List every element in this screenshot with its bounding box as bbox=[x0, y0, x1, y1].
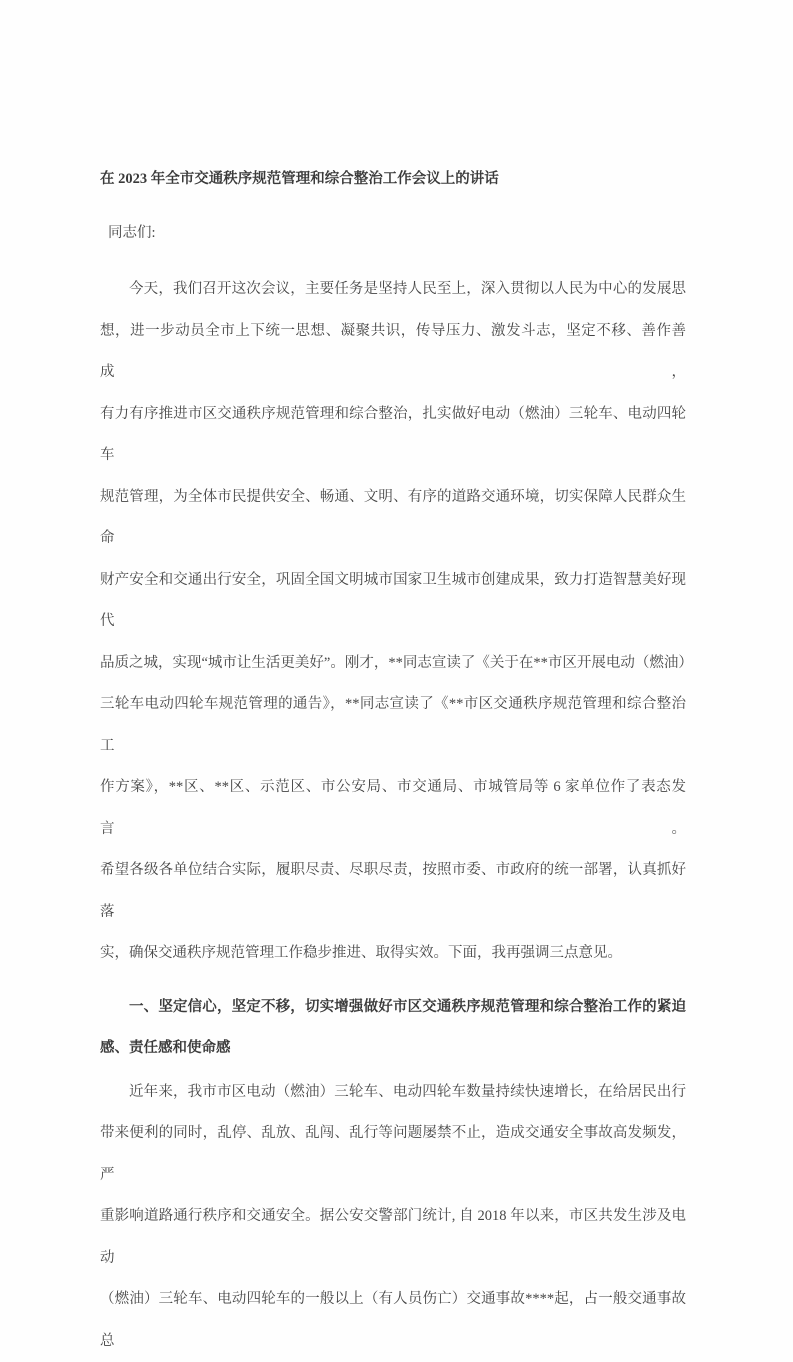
paragraph-line: （燃油）三轮车、电动四轮车的一般以上（有人员伤亡）交通事故****起，占一般交通事故总 bbox=[100, 1279, 686, 1362]
section-heading-1 bbox=[100, 987, 686, 1070]
paragraph-line: 财产安全和交通出行安全，巩固全国文明城市国家卫生城市创建成果，致力打造智慧美好现代 bbox=[100, 560, 686, 643]
paragraph-1 bbox=[100, 269, 686, 975]
paragraph-line: 近年来，我市市区电动（燃油）三轮车、电动四轮车数量持续快速增长，在给居民出行 bbox=[100, 1072, 686, 1114]
paragraph-line: 规范管理，为全体市民提供安全、畅通、文明、有序的道路交通环境，切实保障人民群众生命 bbox=[100, 477, 686, 560]
salutation: 同志们: bbox=[100, 213, 686, 255]
paragraph-line: 重影响道路通行秩序和交通安全。据公安交警部门统计, 自 2018 年以来，市区共发生涉及电动 bbox=[100, 1196, 686, 1279]
paragraph-line: 三轮车电动四轮车规范管理的通告》，**同志宣读了《**市区交通秩序规范管理和综合整治工 bbox=[100, 684, 686, 767]
heading-line: 一、坚定信心，坚定不移，切实增强做好市区交通秩序规范管理和综合整治工作的紧迫 bbox=[100, 987, 686, 1029]
paragraph-line: 希望各级各单位结合实际，履职尽责、尽职尽责，按照市委、市政府的统一部署，认真抓好落 bbox=[100, 850, 686, 933]
document-title: 在 2023 年全市交通秩序规范管理和综合整治工作会议上的讲话 bbox=[100, 159, 686, 201]
paragraph-line: 带来便利的同时，乱停、乱放、乱闯、乱行等问题屡禁不止，造成交通安全事故高发频发，严 bbox=[100, 1113, 686, 1196]
paragraph-line: 有力有序推进市区交通秩序规范管理和综合整治，扎实做好电动（燃油）三轮车、电动四轮车 bbox=[100, 394, 686, 477]
paragraph-2 bbox=[100, 1072, 686, 1362]
paragraph-line: 品质之城，实现“城市让生活更美好”。刚才，**同志宣读了《关于在**市区开展电动（燃油） bbox=[100, 643, 686, 685]
paragraph-line: 实，确保交通秩序规范管理工作稳步推进、取得实效。下面，我再强调三点意见。 bbox=[100, 933, 686, 975]
paragraph-line: 今天，我们召开这次会议，主要任务是坚持人民至上，深入贯彻以人民为中心的发展思 bbox=[100, 269, 686, 311]
paragraph-line: 想，进一步动员全市上下统一思想、凝聚共识，传导压力、激发斗志，坚定不移、善作善成， bbox=[100, 311, 686, 394]
heading-line: 感、责任感和使命感 bbox=[100, 1028, 686, 1070]
paragraph-line: 作方案》，**区、**区、示范区、市公安局、市交通局、市城管局等 6 家单位作了表态发言。 bbox=[100, 767, 686, 850]
